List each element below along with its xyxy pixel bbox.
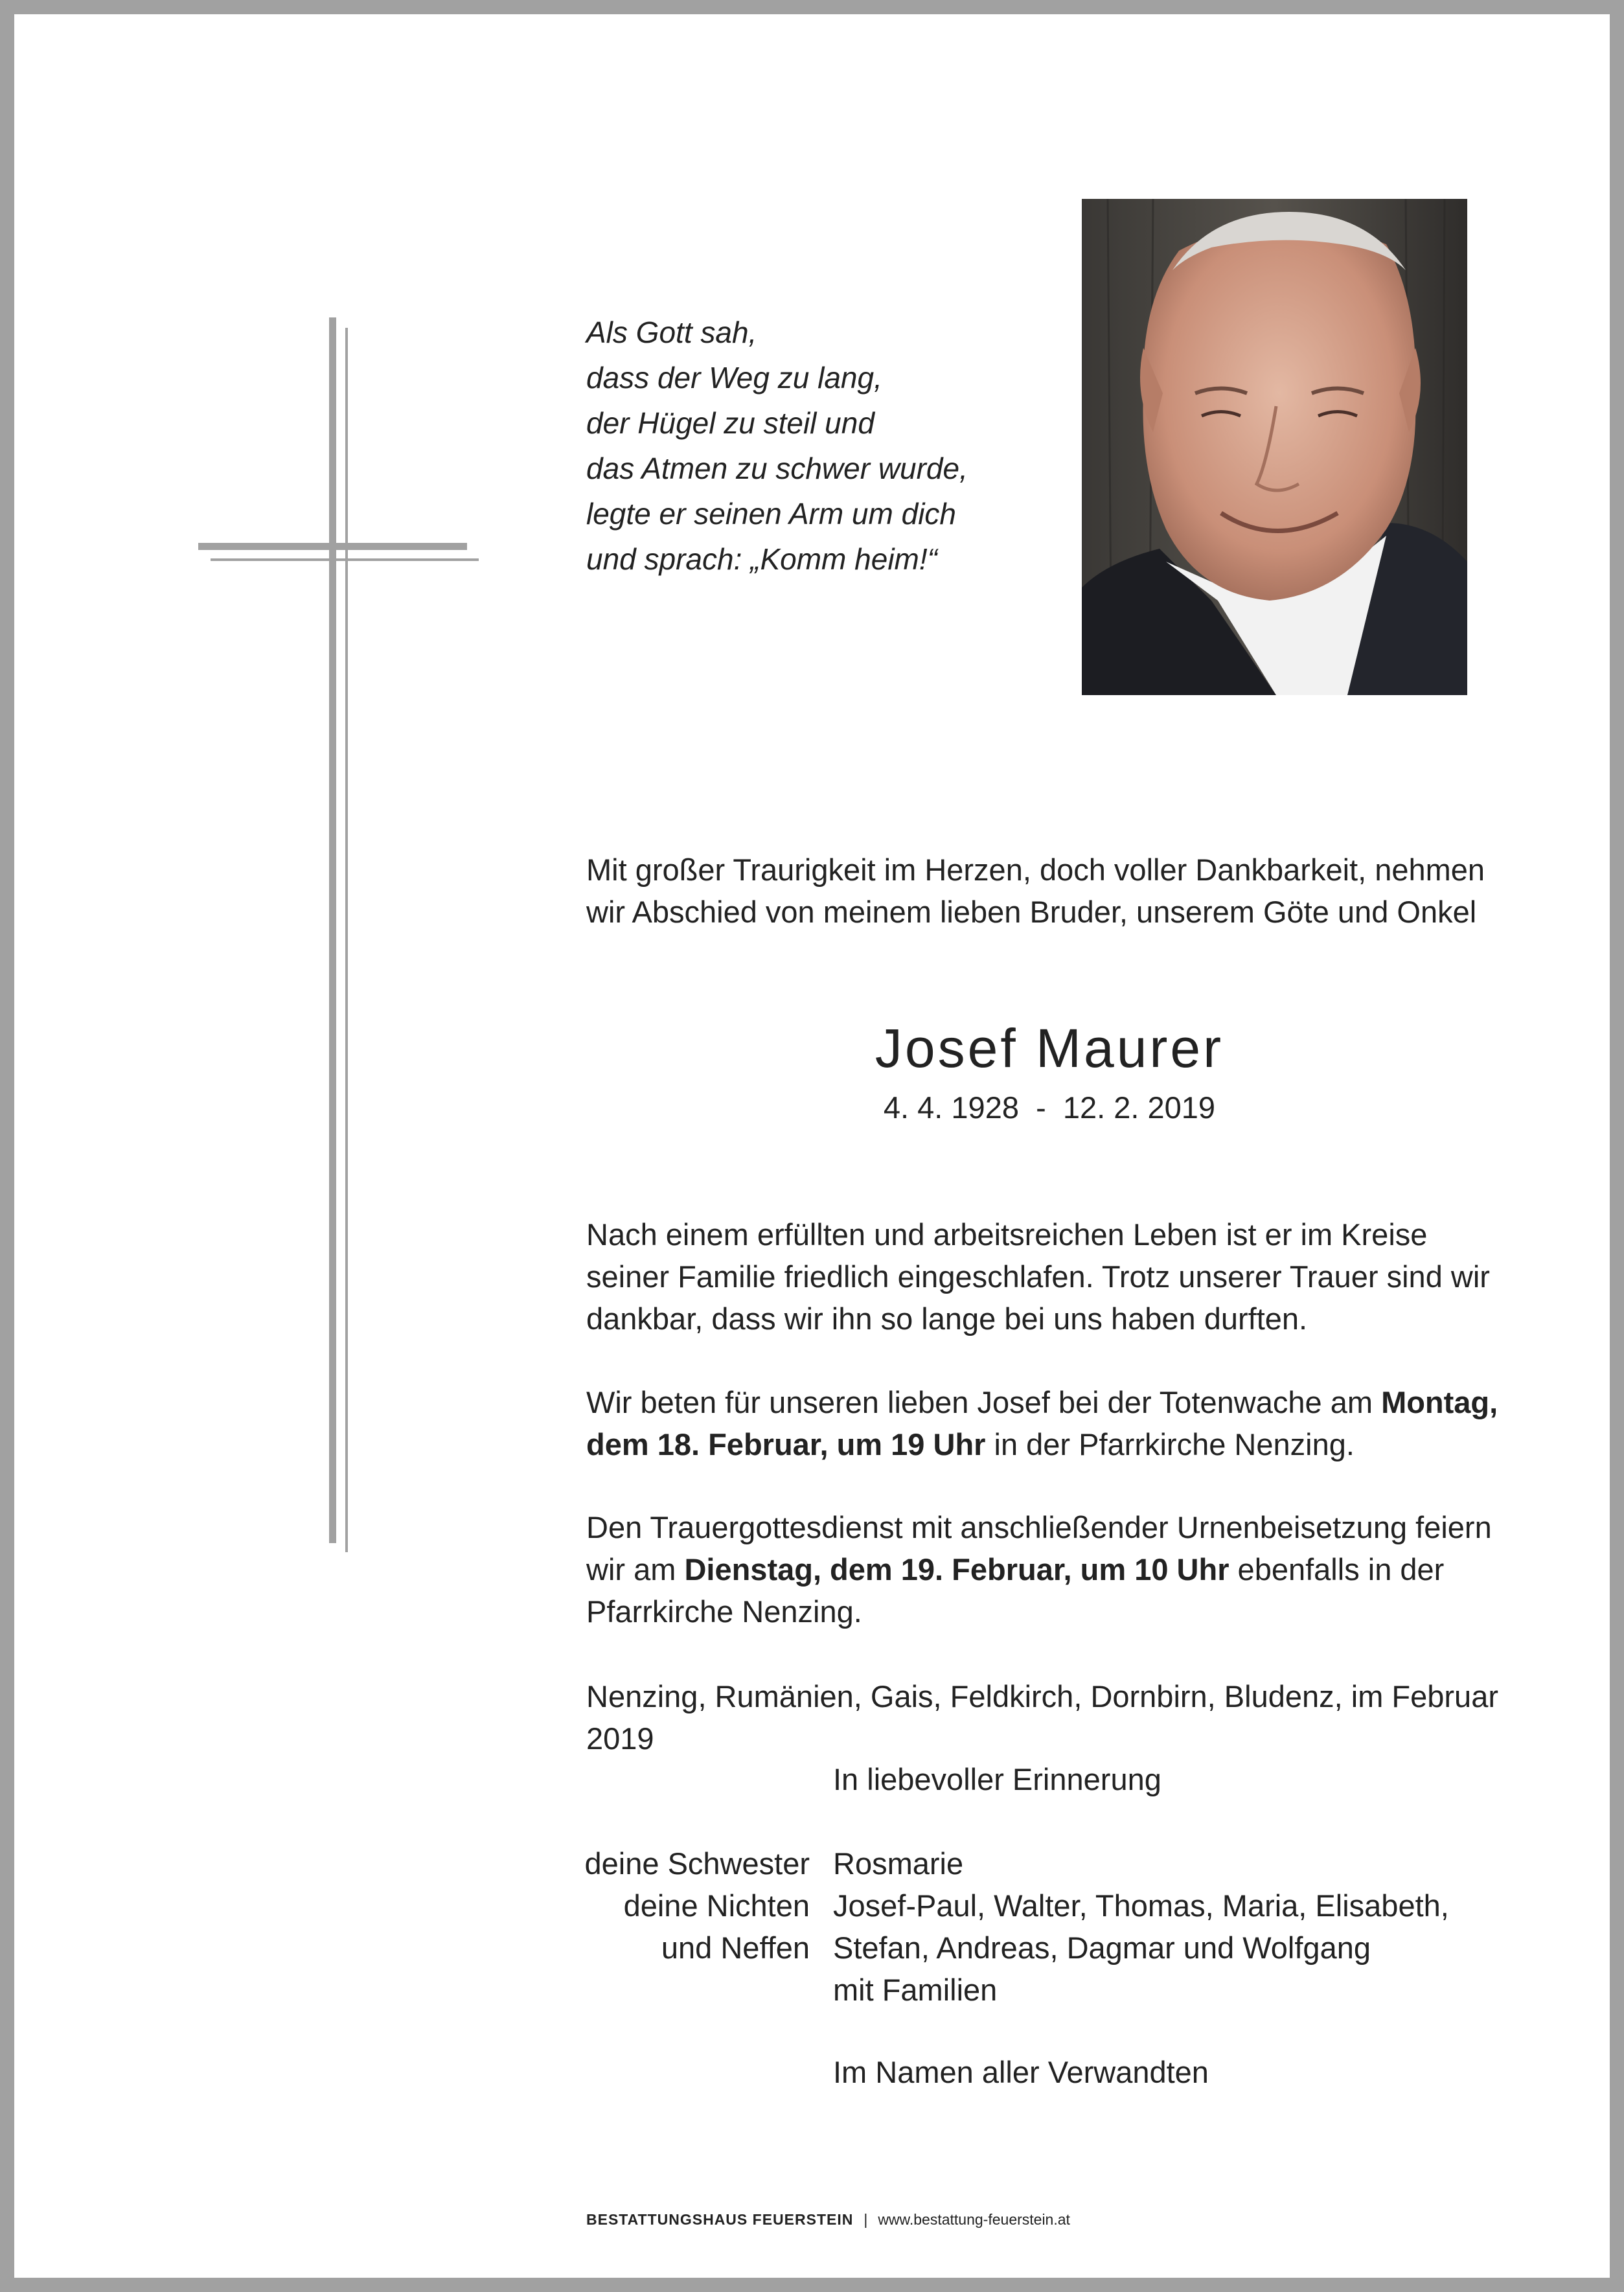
poem-line: Als Gott sah, (586, 315, 757, 349)
paragraph-line (586, 1548, 1519, 1590)
wake-date-time: dem 18. Februar, um 19 Uhr (586, 1427, 986, 1461)
poem-line: das Atmen zu schwer wurde, (586, 452, 968, 485)
poem-line: dass der Weg zu lang, (586, 361, 882, 395)
intro-text (586, 849, 1519, 933)
paragraph-line: Den Trauergottesdienst mit anschließender Urnenbeisetzung feiern (586, 1510, 1492, 1544)
footer (586, 2210, 1070, 2229)
funeral-date-time: Dienstag, dem 19. Februar, um 10 Uhr (684, 1552, 1229, 1587)
family-label: deine Nichten (623, 1888, 810, 1923)
funeral-text: wir am (586, 1552, 685, 1587)
memorial-poem (586, 310, 1040, 582)
places-and-date: Nenzing, Rumänien, Gais, Feldkirch, Dornbirn, Bludenz, im Februar 2019 (586, 1679, 1498, 1756)
wake-text: Wir beten für unseren lieben Josef bei der Totenwache am (586, 1385, 1382, 1419)
paragraph-funeral (586, 1506, 1519, 1633)
signature-line: Im Namen aller Verwandten (833, 2055, 1209, 2089)
family-labels (557, 1842, 810, 1969)
wake-day: Montag, (1381, 1385, 1498, 1419)
footer-separator: | (863, 2211, 868, 2228)
paragraph-line (586, 1381, 1519, 1423)
portrait-photo (1082, 199, 1467, 695)
cross-horizontal-bar (198, 543, 467, 550)
intro-line: wir Abschied von meinem lieben Bruder, unserem Göte und Onkel (586, 895, 1477, 929)
funeral-text-post: ebenfalls in der (1229, 1552, 1445, 1587)
cross-vertical-bar (329, 317, 336, 1543)
life-dates: 4. 4. 1928 - 12. 2. 2019 (883, 1090, 1216, 1125)
family-label: deine Schwester (584, 1846, 810, 1881)
poem-line: legte er seinen Arm um dich (586, 497, 957, 531)
deceased-name: Josef Maurer (875, 1018, 1224, 1079)
paragraph-line: seiner Familie friedlich eingeschlafen. Trotz unserer Trauer sind wir (586, 1259, 1490, 1294)
paragraph-line (586, 1423, 1519, 1465)
intro-line: Mit großer Traurigkeit im Herzen, doch voller Dankbarkeit, nehmen (586, 853, 1485, 887)
cross-vertical-line (345, 328, 348, 1552)
poem-line: und sprach: „Komm heim!“ (586, 542, 937, 576)
paragraph-line: Nach einem erfüllten und arbeitsreichen Leben ist er im Kreise (586, 1217, 1428, 1252)
website-link[interactable]: www.bestattung-feuerstein.at (878, 2211, 1070, 2228)
family-label: und Neffen (661, 1931, 810, 1965)
paragraph-life (586, 1213, 1519, 1340)
family-name-line: mit Familien (833, 1973, 998, 2007)
paragraph-line: Pfarrkirche Nenzing. (586, 1594, 862, 1629)
cross-horizontal-line (211, 558, 479, 561)
paragraph-line: dankbar, dass wir ihn so lange bei uns haben durften. (586, 1301, 1308, 1336)
family-name-line: Rosmarie (833, 1846, 964, 1881)
wake-location: in der Pfarrkirche Nenzing. (985, 1427, 1355, 1461)
company-name: BESTATTUNGSHAUS FEUERSTEIN (586, 2211, 854, 2228)
paragraph-wake (586, 1381, 1519, 1465)
family-name-line: Josef-Paul, Walter, Thomas, Maria, Elisabeth, (833, 1888, 1449, 1923)
poem-line: der Hügel zu steil und (586, 406, 875, 440)
family-name-line: Stefan, Andreas, Dagmar und Wolfgang (833, 1931, 1371, 1965)
family-names (833, 1842, 1449, 2011)
closing-line: In liebevoller Erinnerung (833, 1762, 1161, 1796)
